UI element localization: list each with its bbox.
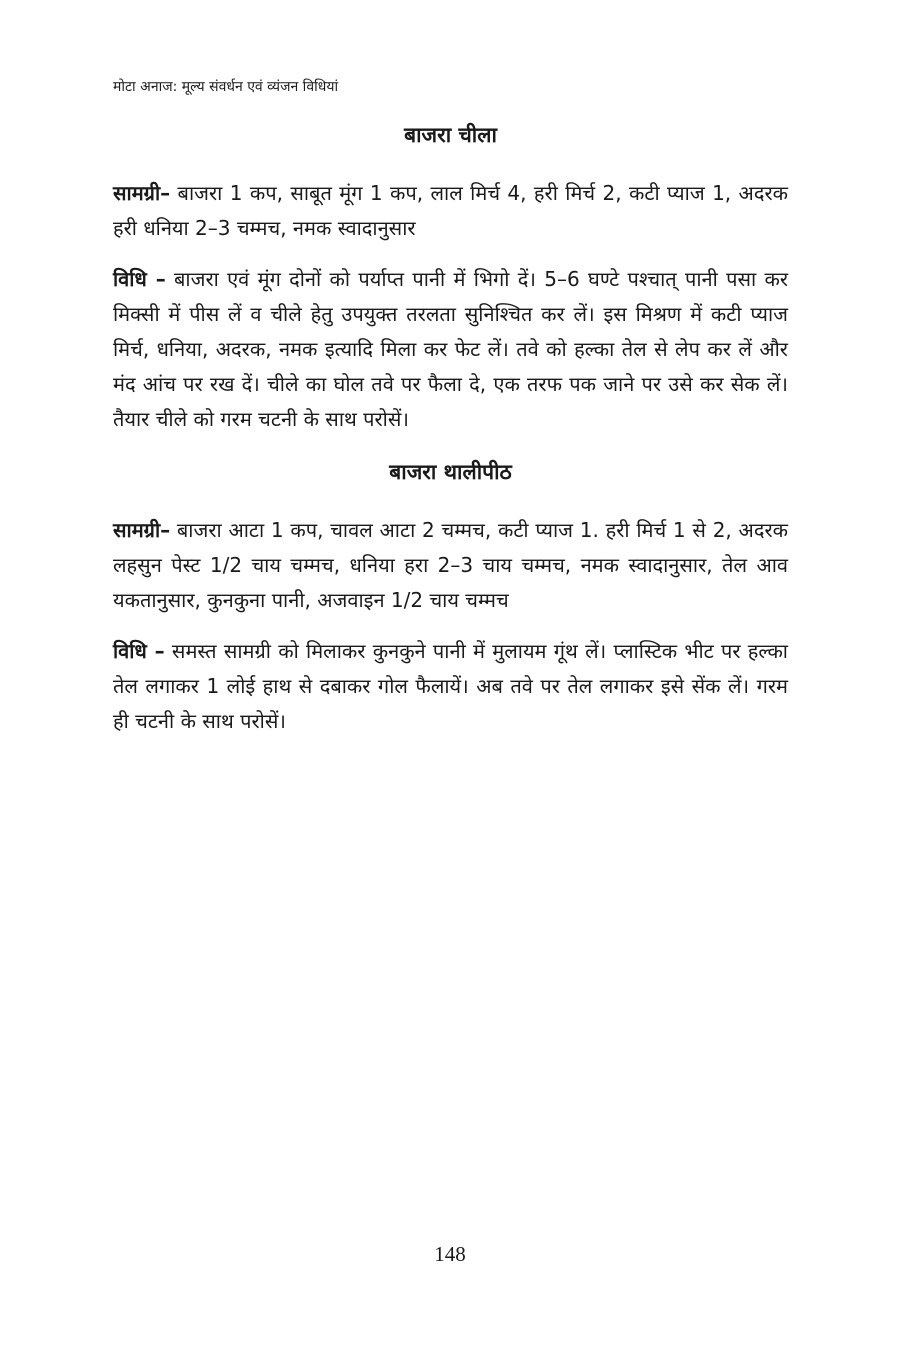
recipe-bajra-thalipeeth	[113, 455, 788, 739]
method-text: समस्त सामग्री को मिलाकर कुनकुने पानी में मुलायम गूंथ लें। प्लास्टिक भीट पर हल्का तेल लगाकर 1 लोई हाथ से दबाकर गोल फैलायें। अब तवे पर तेल लगाकर इसे सेंक लें। गरम ही चटनी के साथ परोसें।	[113, 639, 788, 733]
method-paragraph	[113, 262, 788, 437]
method-label: विधि –	[113, 267, 166, 291]
method-text: बाजरा एवं मूंग दोनों को पर्याप्त पानी में भिगो दें। 5–6 घण्टे पश्चात् पानी पसा कर मिक्सी में पीस लें व चीले हेतु उपयुक्त तरलता सुनिश्चित कर लें। इस मिश्रण में कटी प्याज मिर्च, धनिया, अदरक, नमक इत्यादि मिला कर फेट लें। तवे को हल्का तेल से लेप कर लें और मंद आंच पर रख दें। चीले का घोल तवे पर फैला दे, एक तरफ पक जाने पर उसे कर सेक लें। तैयार चीले को गरम चटनी के साथ परोसें।	[113, 267, 788, 431]
ingredients-label: सामग्री–	[113, 181, 171, 205]
recipe-title: बाजरा चीला	[404, 123, 497, 147]
ingredients-label: सामग्री–	[113, 518, 171, 542]
running-header: मोटा अनाज: मूल्य संवर्धन एवं व्यंजन विधियां	[113, 79, 339, 95]
recipe-bajra-cheela	[113, 118, 788, 437]
ingredients-text: बाजरा आटा 1 कप, चावल आटा 2 चम्मच, कटी प्याज 1. हरी मिर्च 1 से 2, अदरक लहसुन पेस्ट 1/2 चाय चम्मच, धनिया हरा 2–3 चाय चम्मच, नमक स्वादानुसार, तेल आव यकतानुसार, कुनकुना पानी, अजवाइन 1/2 चाय चम्मच	[113, 518, 788, 612]
ingredients-paragraph	[113, 176, 788, 246]
ingredients-text: बाजरा 1 कप, साबूत मूंग 1 कप, लाल मिर्च 4, हरी मिर्च 2, कटी प्याज 1, अदरक हरी धनिया 2–3 चम्मच, नमक स्वादानुसार	[113, 181, 788, 240]
recipe-title: बाजरा थालीपीठ	[389, 460, 512, 484]
page-content	[113, 118, 788, 755]
page-number: 148	[434, 1242, 466, 1266]
ingredients-paragraph	[113, 513, 788, 618]
method-label: विधि –	[113, 639, 165, 663]
method-paragraph	[113, 634, 788, 739]
